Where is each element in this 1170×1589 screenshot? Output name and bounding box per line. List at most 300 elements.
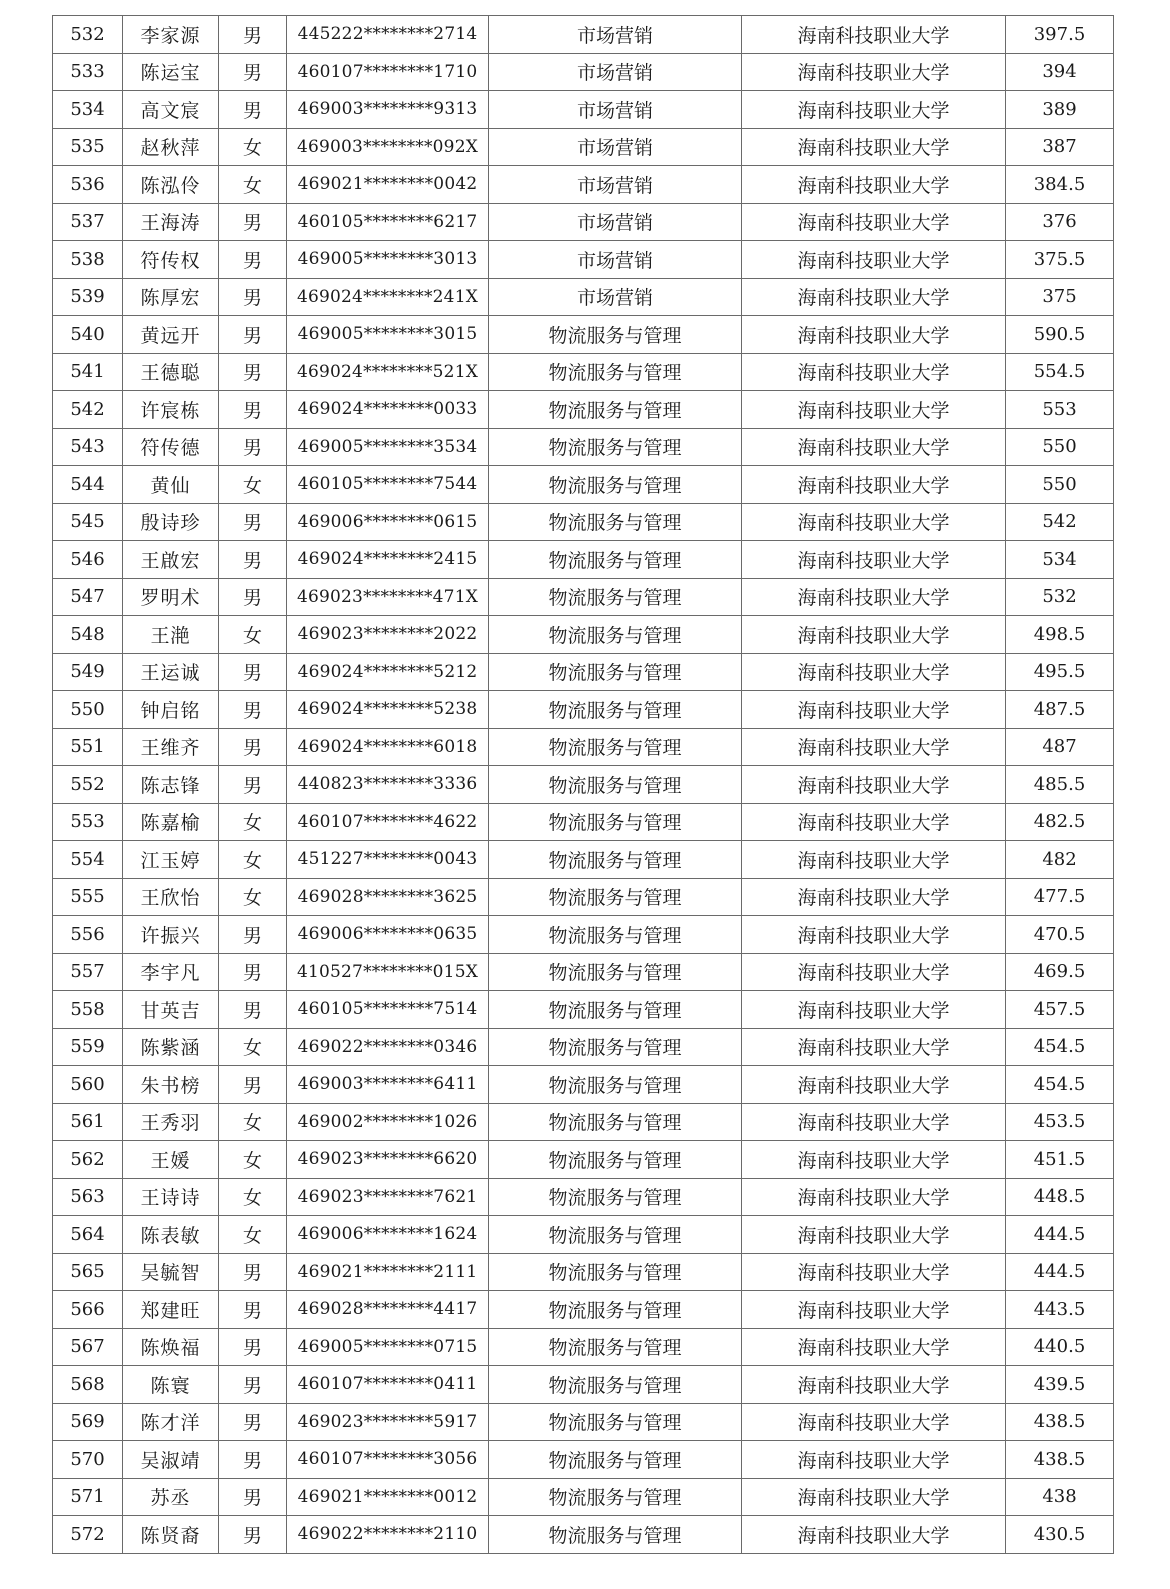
id-number-cell: 469024********241X	[287, 278, 489, 316]
gender-cell: 男	[219, 391, 287, 429]
student-name-cell: 苏丞	[123, 1478, 219, 1516]
id-number-cell: 469003********9313	[287, 91, 489, 129]
school-cell: 海南科技职业大学	[742, 1441, 1006, 1479]
gender-cell: 女	[219, 128, 287, 166]
major-cell: 物流服务与管理	[489, 428, 742, 466]
major-cell: 市场营销	[489, 53, 742, 91]
row-number-cell: 559	[53, 1028, 123, 1066]
score-cell: 438	[1006, 1478, 1114, 1516]
table-row	[53, 278, 1114, 316]
gender-cell: 女	[219, 166, 287, 204]
school-cell: 海南科技职业大学	[742, 991, 1006, 1029]
student-name-cell: 陈寰	[123, 1366, 219, 1404]
gender-cell: 男	[219, 953, 287, 991]
student-name-cell: 甘英吉	[123, 991, 219, 1029]
major-cell: 物流服务与管理	[489, 691, 742, 729]
student-name-cell: 陈紫涵	[123, 1028, 219, 1066]
gender-cell: 男	[219, 1366, 287, 1404]
row-number-cell: 552	[53, 766, 123, 804]
row-number-cell: 542	[53, 391, 123, 429]
id-number-cell: 469006********0635	[287, 916, 489, 954]
score-cell: 376	[1006, 203, 1114, 241]
row-number-cell: 562	[53, 1141, 123, 1179]
table-row	[53, 1516, 1114, 1554]
table-row	[53, 916, 1114, 954]
id-number-cell: 469003********092X	[287, 128, 489, 166]
id-number-cell: 469024********521X	[287, 353, 489, 391]
major-cell: 物流服务与管理	[489, 728, 742, 766]
id-number-cell: 460107********4622	[287, 803, 489, 841]
gender-cell: 女	[219, 616, 287, 654]
major-cell: 物流服务与管理	[489, 1103, 742, 1141]
id-number-cell: 460105********7544	[287, 466, 489, 504]
table-row	[53, 1441, 1114, 1479]
table-row	[53, 1478, 1114, 1516]
major-cell: 物流服务与管理	[489, 466, 742, 504]
admission-list-sheet	[52, 15, 1113, 1554]
score-cell: 550	[1006, 428, 1114, 466]
student-name-cell: 高文宸	[123, 91, 219, 129]
student-name-cell: 王维齐	[123, 728, 219, 766]
id-number-cell: 460107********0411	[287, 1366, 489, 1404]
score-cell: 454.5	[1006, 1028, 1114, 1066]
id-number-cell: 469023********5917	[287, 1403, 489, 1441]
score-cell: 482.5	[1006, 803, 1114, 841]
gender-cell: 女	[219, 1141, 287, 1179]
table-row	[53, 691, 1114, 729]
student-name-cell: 黄远开	[123, 316, 219, 354]
school-cell: 海南科技职业大学	[742, 1291, 1006, 1329]
row-number-cell: 561	[53, 1103, 123, 1141]
table-row	[53, 841, 1114, 879]
major-cell: 市场营销	[489, 278, 742, 316]
school-cell: 海南科技职业大学	[742, 1253, 1006, 1291]
table-row	[53, 353, 1114, 391]
major-cell: 市场营销	[489, 166, 742, 204]
id-number-cell: 469023********2022	[287, 616, 489, 654]
row-number-cell: 544	[53, 466, 123, 504]
row-number-cell: 572	[53, 1516, 123, 1554]
row-number-cell: 536	[53, 166, 123, 204]
id-number-cell: 469006********0615	[287, 503, 489, 541]
row-number-cell: 557	[53, 953, 123, 991]
gender-cell: 男	[219, 278, 287, 316]
gender-cell: 男	[219, 1291, 287, 1329]
major-cell: 物流服务与管理	[489, 391, 742, 429]
gender-cell: 女	[219, 1103, 287, 1141]
id-number-cell: 445222********2714	[287, 16, 489, 54]
student-name-cell: 王诗诗	[123, 1178, 219, 1216]
school-cell: 海南科技职业大学	[742, 1028, 1006, 1066]
id-number-cell: 469002********1026	[287, 1103, 489, 1141]
gender-cell: 女	[219, 1216, 287, 1254]
student-name-cell: 陈表敏	[123, 1216, 219, 1254]
id-number-cell: 469023********7621	[287, 1178, 489, 1216]
school-cell: 海南科技职业大学	[742, 16, 1006, 54]
school-cell: 海南科技职业大学	[742, 953, 1006, 991]
student-name-cell: 王海涛	[123, 203, 219, 241]
table-row	[53, 466, 1114, 504]
student-name-cell: 符传权	[123, 241, 219, 279]
school-cell: 海南科技职业大学	[742, 616, 1006, 654]
gender-cell: 男	[219, 1516, 287, 1554]
school-cell: 海南科技职业大学	[742, 353, 1006, 391]
id-number-cell: 469023********471X	[287, 578, 489, 616]
id-number-cell: 460105********6217	[287, 203, 489, 241]
school-cell: 海南科技职业大学	[742, 803, 1006, 841]
school-cell: 海南科技职业大学	[742, 1066, 1006, 1104]
student-name-cell: 陈贤裔	[123, 1516, 219, 1554]
id-number-cell: 469005********3015	[287, 316, 489, 354]
table-row	[53, 953, 1114, 991]
school-cell: 海南科技职业大学	[742, 1141, 1006, 1179]
table-row	[53, 803, 1114, 841]
table-row	[53, 241, 1114, 279]
student-name-cell: 王欣怡	[123, 878, 219, 916]
gender-cell: 男	[219, 653, 287, 691]
school-cell: 海南科技职业大学	[742, 541, 1006, 579]
score-cell: 532	[1006, 578, 1114, 616]
id-number-cell: 469022********0346	[287, 1028, 489, 1066]
school-cell: 海南科技职业大学	[742, 466, 1006, 504]
major-cell: 物流服务与管理	[489, 1366, 742, 1404]
school-cell: 海南科技职业大学	[742, 128, 1006, 166]
school-cell: 海南科技职业大学	[742, 278, 1006, 316]
major-cell: 物流服务与管理	[489, 1478, 742, 1516]
gender-cell: 男	[219, 16, 287, 54]
major-cell: 物流服务与管理	[489, 616, 742, 654]
id-number-cell: 469028********4417	[287, 1291, 489, 1329]
major-cell: 物流服务与管理	[489, 503, 742, 541]
score-cell: 439.5	[1006, 1366, 1114, 1404]
id-number-cell: 469021********2111	[287, 1253, 489, 1291]
student-name-cell: 陈志锋	[123, 766, 219, 804]
student-name-cell: 吴淑靖	[123, 1441, 219, 1479]
row-number-cell: 553	[53, 803, 123, 841]
gender-cell: 男	[219, 1403, 287, 1441]
major-cell: 物流服务与管理	[489, 841, 742, 879]
id-number-cell: 469028********3625	[287, 878, 489, 916]
id-number-cell: 469024********5238	[287, 691, 489, 729]
school-cell: 海南科技职业大学	[742, 578, 1006, 616]
gender-cell: 男	[219, 728, 287, 766]
row-number-cell: 555	[53, 878, 123, 916]
major-cell: 物流服务与管理	[489, 1403, 742, 1441]
student-name-cell: 陈焕福	[123, 1328, 219, 1366]
id-number-cell: 469021********0042	[287, 166, 489, 204]
id-number-cell: 460105********7514	[287, 991, 489, 1029]
score-cell: 384.5	[1006, 166, 1114, 204]
score-cell: 375.5	[1006, 241, 1114, 279]
major-cell: 物流服务与管理	[489, 1253, 742, 1291]
id-number-cell: 469024********2415	[287, 541, 489, 579]
row-number-cell: 569	[53, 1403, 123, 1441]
major-cell: 物流服务与管理	[489, 1216, 742, 1254]
table-row	[53, 166, 1114, 204]
row-number-cell: 534	[53, 91, 123, 129]
table-row	[53, 1103, 1114, 1141]
score-cell: 470.5	[1006, 916, 1114, 954]
score-cell: 453.5	[1006, 1103, 1114, 1141]
table-row	[53, 728, 1114, 766]
id-number-cell: 469005********0715	[287, 1328, 489, 1366]
school-cell: 海南科技职业大学	[742, 91, 1006, 129]
gender-cell: 男	[219, 353, 287, 391]
table-row	[53, 16, 1114, 54]
id-number-cell: 469005********3013	[287, 241, 489, 279]
table-row	[53, 1066, 1114, 1104]
row-number-cell: 540	[53, 316, 123, 354]
table-row	[53, 991, 1114, 1029]
score-cell: 485.5	[1006, 766, 1114, 804]
row-number-cell: 541	[53, 353, 123, 391]
score-cell: 550	[1006, 466, 1114, 504]
row-number-cell: 554	[53, 841, 123, 879]
score-cell: 438.5	[1006, 1403, 1114, 1441]
id-number-cell: 460107********1710	[287, 53, 489, 91]
school-cell: 海南科技职业大学	[742, 691, 1006, 729]
school-cell: 海南科技职业大学	[742, 1403, 1006, 1441]
admission-table	[52, 15, 1114, 1554]
student-name-cell: 许宸栋	[123, 391, 219, 429]
student-name-cell: 李宇凡	[123, 953, 219, 991]
gender-cell: 男	[219, 241, 287, 279]
student-name-cell: 陈泓伶	[123, 166, 219, 204]
table-row	[53, 1366, 1114, 1404]
score-cell: 542	[1006, 503, 1114, 541]
table-row	[53, 1403, 1114, 1441]
id-number-cell: 469024********6018	[287, 728, 489, 766]
row-number-cell: 560	[53, 1066, 123, 1104]
gender-cell: 男	[219, 541, 287, 579]
id-number-cell: 440823********3336	[287, 766, 489, 804]
gender-cell: 男	[219, 1478, 287, 1516]
id-number-cell: 469022********2110	[287, 1516, 489, 1554]
table-body	[53, 16, 1114, 1554]
score-cell: 469.5	[1006, 953, 1114, 991]
score-cell: 457.5	[1006, 991, 1114, 1029]
school-cell: 海南科技职业大学	[742, 916, 1006, 954]
gender-cell: 男	[219, 991, 287, 1029]
gender-cell: 男	[219, 91, 287, 129]
score-cell: 534	[1006, 541, 1114, 579]
table-row	[53, 428, 1114, 466]
score-cell: 444.5	[1006, 1253, 1114, 1291]
table-row	[53, 616, 1114, 654]
student-name-cell: 王啟宏	[123, 541, 219, 579]
table-row	[53, 1216, 1114, 1254]
row-number-cell: 539	[53, 278, 123, 316]
major-cell: 物流服务与管理	[489, 953, 742, 991]
school-cell: 海南科技职业大学	[742, 1103, 1006, 1141]
score-cell: 454.5	[1006, 1066, 1114, 1104]
school-cell: 海南科技职业大学	[742, 766, 1006, 804]
major-cell: 物流服务与管理	[489, 766, 742, 804]
major-cell: 市场营销	[489, 91, 742, 129]
gender-cell: 男	[219, 428, 287, 466]
score-cell: 590.5	[1006, 316, 1114, 354]
gender-cell: 男	[219, 316, 287, 354]
major-cell: 物流服务与管理	[489, 1328, 742, 1366]
gender-cell: 男	[219, 766, 287, 804]
student-name-cell: 王运诚	[123, 653, 219, 691]
score-cell: 482	[1006, 841, 1114, 879]
major-cell: 物流服务与管理	[489, 1141, 742, 1179]
table-row	[53, 128, 1114, 166]
major-cell: 物流服务与管理	[489, 1291, 742, 1329]
row-number-cell: 545	[53, 503, 123, 541]
table-row	[53, 391, 1114, 429]
row-number-cell: 532	[53, 16, 123, 54]
table-row	[53, 1328, 1114, 1366]
id-number-cell: 460107********3056	[287, 1441, 489, 1479]
score-cell: 394	[1006, 53, 1114, 91]
school-cell: 海南科技职业大学	[742, 428, 1006, 466]
major-cell: 市场营销	[489, 203, 742, 241]
major-cell: 物流服务与管理	[489, 916, 742, 954]
gender-cell: 男	[219, 916, 287, 954]
student-name-cell: 吴毓智	[123, 1253, 219, 1291]
school-cell: 海南科技职业大学	[742, 728, 1006, 766]
gender-cell: 女	[219, 1178, 287, 1216]
row-number-cell: 571	[53, 1478, 123, 1516]
major-cell: 市场营销	[489, 128, 742, 166]
student-name-cell: 陈运宝	[123, 53, 219, 91]
major-cell: 物流服务与管理	[489, 878, 742, 916]
row-number-cell: 568	[53, 1366, 123, 1404]
table-row	[53, 1028, 1114, 1066]
row-number-cell: 556	[53, 916, 123, 954]
major-cell: 市场营销	[489, 241, 742, 279]
major-cell: 物流服务与管理	[489, 541, 742, 579]
school-cell: 海南科技职业大学	[742, 1216, 1006, 1254]
student-name-cell: 陈嘉榆	[123, 803, 219, 841]
table-row	[53, 1178, 1114, 1216]
gender-cell: 女	[219, 1028, 287, 1066]
school-cell: 海南科技职业大学	[742, 1178, 1006, 1216]
score-cell: 448.5	[1006, 1178, 1114, 1216]
student-name-cell: 殷诗珍	[123, 503, 219, 541]
id-number-cell: 469005********3534	[287, 428, 489, 466]
student-name-cell: 符传德	[123, 428, 219, 466]
gender-cell: 女	[219, 878, 287, 916]
table-row	[53, 878, 1114, 916]
student-name-cell: 罗明术	[123, 578, 219, 616]
id-number-cell: 469006********1624	[287, 1216, 489, 1254]
gender-cell: 男	[219, 1066, 287, 1104]
school-cell: 海南科技职业大学	[742, 53, 1006, 91]
student-name-cell: 李家源	[123, 16, 219, 54]
score-cell: 495.5	[1006, 653, 1114, 691]
table-row	[53, 316, 1114, 354]
id-number-cell: 410527********015X	[287, 953, 489, 991]
student-name-cell: 赵秋萍	[123, 128, 219, 166]
gender-cell: 女	[219, 841, 287, 879]
school-cell: 海南科技职业大学	[742, 1516, 1006, 1554]
student-name-cell: 王滟	[123, 616, 219, 654]
table-row	[53, 578, 1114, 616]
student-name-cell: 钟启铭	[123, 691, 219, 729]
major-cell: 物流服务与管理	[489, 1066, 742, 1104]
school-cell: 海南科技职业大学	[742, 653, 1006, 691]
row-number-cell: 570	[53, 1441, 123, 1479]
score-cell: 387	[1006, 128, 1114, 166]
score-cell: 553	[1006, 391, 1114, 429]
id-number-cell: 469024********0033	[287, 391, 489, 429]
gender-cell: 男	[219, 203, 287, 241]
gender-cell: 男	[219, 578, 287, 616]
row-number-cell: 551	[53, 728, 123, 766]
id-number-cell: 469024********5212	[287, 653, 489, 691]
id-number-cell: 451227********0043	[287, 841, 489, 879]
table-row	[53, 91, 1114, 129]
student-name-cell: 王秀羽	[123, 1103, 219, 1141]
school-cell: 海南科技职业大学	[742, 878, 1006, 916]
row-number-cell: 565	[53, 1253, 123, 1291]
score-cell: 554.5	[1006, 353, 1114, 391]
score-cell: 443.5	[1006, 1291, 1114, 1329]
score-cell: 438.5	[1006, 1441, 1114, 1479]
table-row	[53, 1291, 1114, 1329]
gender-cell: 男	[219, 691, 287, 729]
major-cell: 市场营销	[489, 16, 742, 54]
row-number-cell: 550	[53, 691, 123, 729]
row-number-cell: 543	[53, 428, 123, 466]
score-cell: 451.5	[1006, 1141, 1114, 1179]
table-row	[53, 1253, 1114, 1291]
school-cell: 海南科技职业大学	[742, 1328, 1006, 1366]
major-cell: 物流服务与管理	[489, 1441, 742, 1479]
table-row	[53, 1141, 1114, 1179]
major-cell: 物流服务与管理	[489, 1516, 742, 1554]
student-name-cell: 朱书榜	[123, 1066, 219, 1104]
major-cell: 物流服务与管理	[489, 353, 742, 391]
school-cell: 海南科技职业大学	[742, 1478, 1006, 1516]
score-cell: 487	[1006, 728, 1114, 766]
row-number-cell: 549	[53, 653, 123, 691]
table-row	[53, 766, 1114, 804]
major-cell: 物流服务与管理	[489, 653, 742, 691]
gender-cell: 男	[219, 1328, 287, 1366]
student-name-cell: 江玉婷	[123, 841, 219, 879]
school-cell: 海南科技职业大学	[742, 203, 1006, 241]
score-cell: 440.5	[1006, 1328, 1114, 1366]
school-cell: 海南科技职业大学	[742, 391, 1006, 429]
id-number-cell: 469003********6411	[287, 1066, 489, 1104]
gender-cell: 男	[219, 53, 287, 91]
row-number-cell: 566	[53, 1291, 123, 1329]
score-cell: 375	[1006, 278, 1114, 316]
student-name-cell: 陈厚宏	[123, 278, 219, 316]
major-cell: 物流服务与管理	[489, 578, 742, 616]
student-name-cell: 郑建旺	[123, 1291, 219, 1329]
school-cell: 海南科技职业大学	[742, 1366, 1006, 1404]
table-row	[53, 653, 1114, 691]
student-name-cell: 王德聪	[123, 353, 219, 391]
major-cell: 物流服务与管理	[489, 991, 742, 1029]
row-number-cell: 564	[53, 1216, 123, 1254]
major-cell: 物流服务与管理	[489, 1178, 742, 1216]
row-number-cell: 538	[53, 241, 123, 279]
school-cell: 海南科技职业大学	[742, 316, 1006, 354]
id-number-cell: 469021********0012	[287, 1478, 489, 1516]
gender-cell: 女	[219, 803, 287, 841]
gender-cell: 男	[219, 503, 287, 541]
score-cell: 477.5	[1006, 878, 1114, 916]
row-number-cell: 567	[53, 1328, 123, 1366]
gender-cell: 男	[219, 1441, 287, 1479]
row-number-cell: 533	[53, 53, 123, 91]
